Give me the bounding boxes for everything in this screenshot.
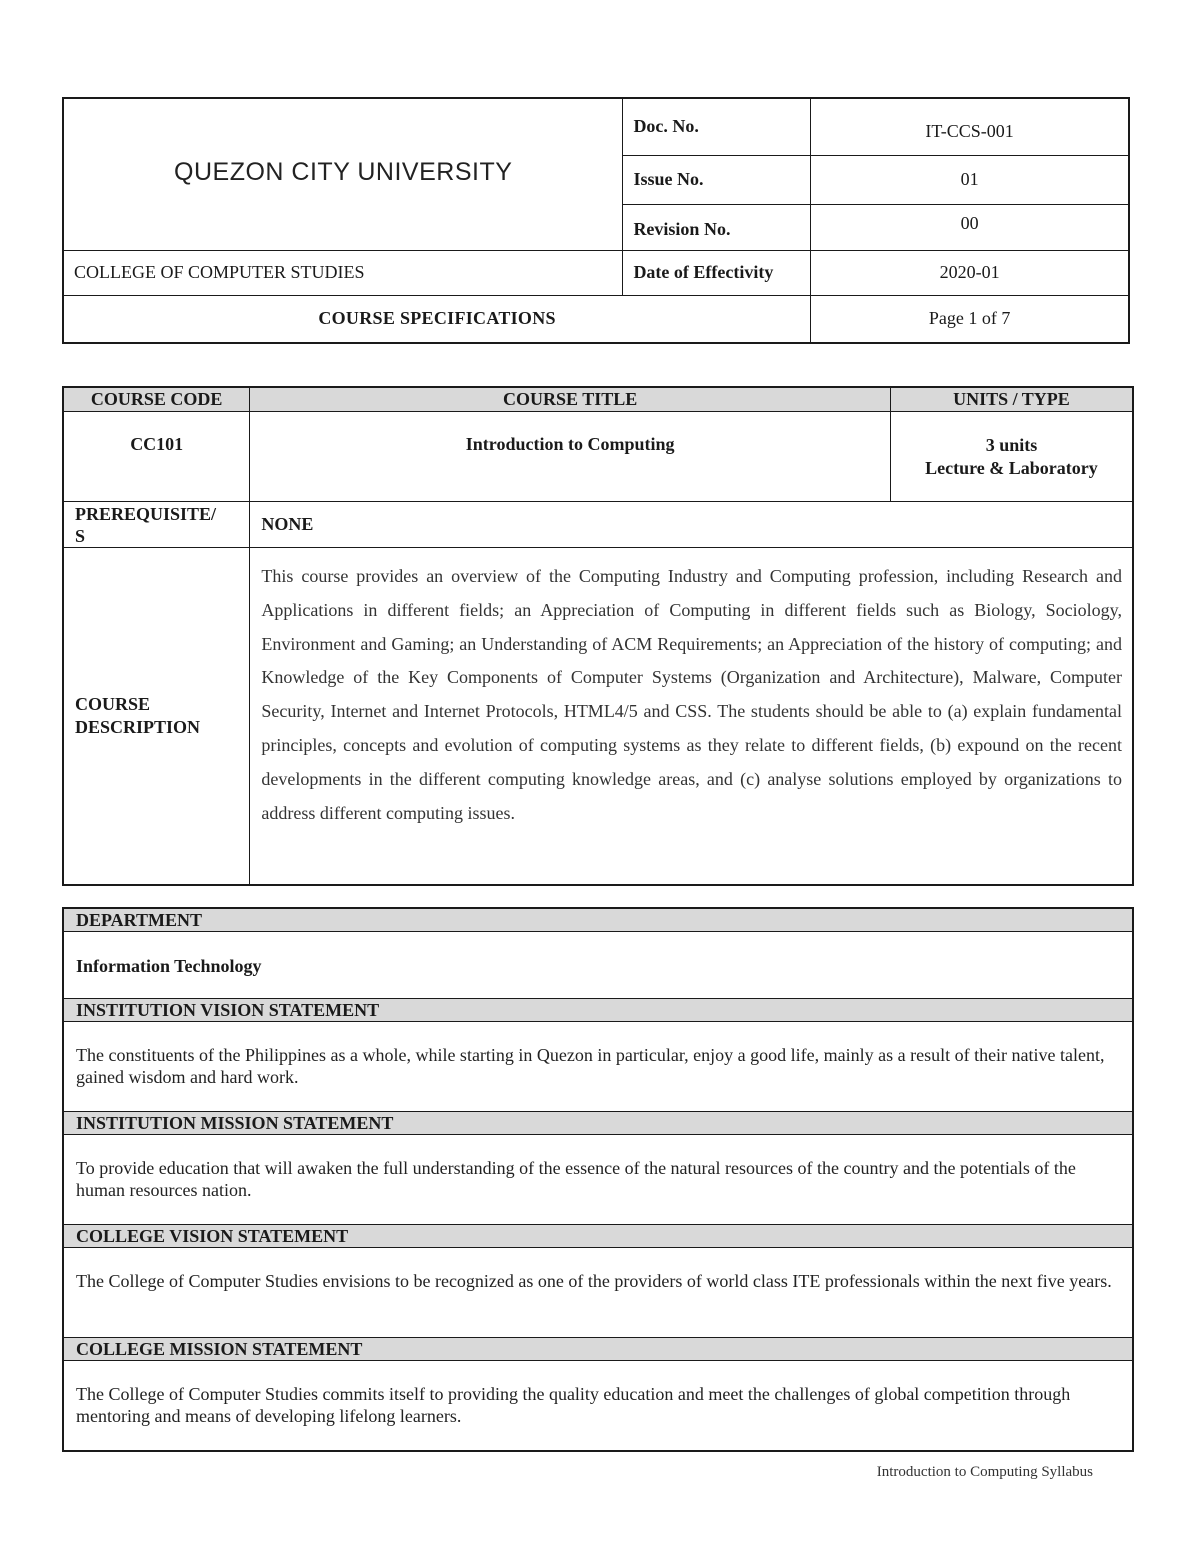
- university-name: QUEZON CITY UNIVERSITY: [174, 159, 513, 187]
- footer-text: Introduction to Computing Syllabus: [876, 1464, 1093, 1480]
- department-value: Information Technology: [63, 932, 1133, 999]
- college-name: [63, 250, 623, 295]
- doc-no-label: Doc. No.: [623, 98, 811, 155]
- effectivity-label: Date of Effectivity: [623, 250, 811, 295]
- course-title: Introduction to Computing: [250, 412, 891, 502]
- document-title: COURSE SPECIFICATIONS: [63, 295, 811, 343]
- college-name-text: COLLEGE OF COMPUTER STUDIES: [74, 262, 365, 282]
- prerequisite-label: PREREQUISITE/ S: [63, 502, 250, 548]
- course-code: CC101: [63, 412, 250, 502]
- college-vision-text: The College of Computer Studies envisions to be recognized as one of the providers of world class ITE professionals within the next five years.: [63, 1248, 1133, 1338]
- issue-no-label: Issue No.: [623, 155, 811, 204]
- course-description-label: COURSE DESCRIPTION: [63, 548, 250, 885]
- course-info-table: [62, 386, 1134, 886]
- course-units: 3 units: [985, 435, 1038, 455]
- units-type-cell: [890, 412, 1133, 502]
- course-title-header: COURSE TITLE: [250, 387, 891, 412]
- units-type-header: UNITS / TYPE: [890, 387, 1133, 412]
- course-code-header: COURSE CODE: [63, 387, 250, 412]
- university-name-cell: [63, 98, 623, 250]
- revision-no-label: Revision No.: [623, 204, 811, 250]
- effectivity-value: 2020-01: [811, 250, 1129, 295]
- institution-vision-text: The constituents of the Philippines as a whole, while starting in Quezon in particular, enjoy a good life, mainly as a result of their native talent, gained wisdom and hard work.: [63, 1022, 1133, 1112]
- course-type: Lecture & Laboratory: [925, 458, 1098, 478]
- statements-table: [62, 907, 1134, 1452]
- prerequisite-value: NONE: [250, 502, 1133, 548]
- college-mission-header: COLLEGE MISSION STATEMENT: [63, 1338, 1133, 1361]
- institution-mission-header: INSTITUTION MISSION STATEMENT: [63, 1112, 1133, 1135]
- document-header-table: [62, 97, 1130, 344]
- college-vision-header: COLLEGE VISION STATEMENT: [63, 1225, 1133, 1248]
- course-description: This course provides an overview of the Computing Industry and Computing profession, including Research and Applications in different fields; an Appreciation of Computing in different fields such as Biology, Sociology, Environment and Gaming; an Understanding of ACM Requirements; an Appreciation of the history of computing; and Knowledge of the Key Components of Computer Systems (Organization and Architecture), Malware, Computer Security, Internet and Internet Protocols, HTML4/5 and CSS. The students should be able to (a) explain fundamental principles, concepts and evolution of computing systems as they relate to different fields, (b) expound on the recent developments in the different computing knowledge areas, and (c) analyse solutions employed by organizations to address different computing issues.: [250, 548, 1133, 885]
- revision-no-value: 00: [811, 204, 1129, 250]
- doc-no-value: IT-CCS-001: [811, 98, 1129, 155]
- page-indicator: Page 1 of 7: [811, 295, 1129, 343]
- issue-no-value: 01: [811, 155, 1129, 204]
- college-mission-text: The College of Computer Studies commits itself to providing the quality education and meet the challenges of global competition through mentoring and means of developing lifelong learners.: [63, 1361, 1133, 1451]
- institution-mission-text: To provide education that will awaken the full understanding of the essence of the natural resources of the country and the potentials of the human resources nation.: [63, 1135, 1133, 1225]
- institution-vision-header: INSTITUTION VISION STATEMENT: [63, 999, 1133, 1022]
- department-header: DEPARTMENT: [63, 908, 1133, 932]
